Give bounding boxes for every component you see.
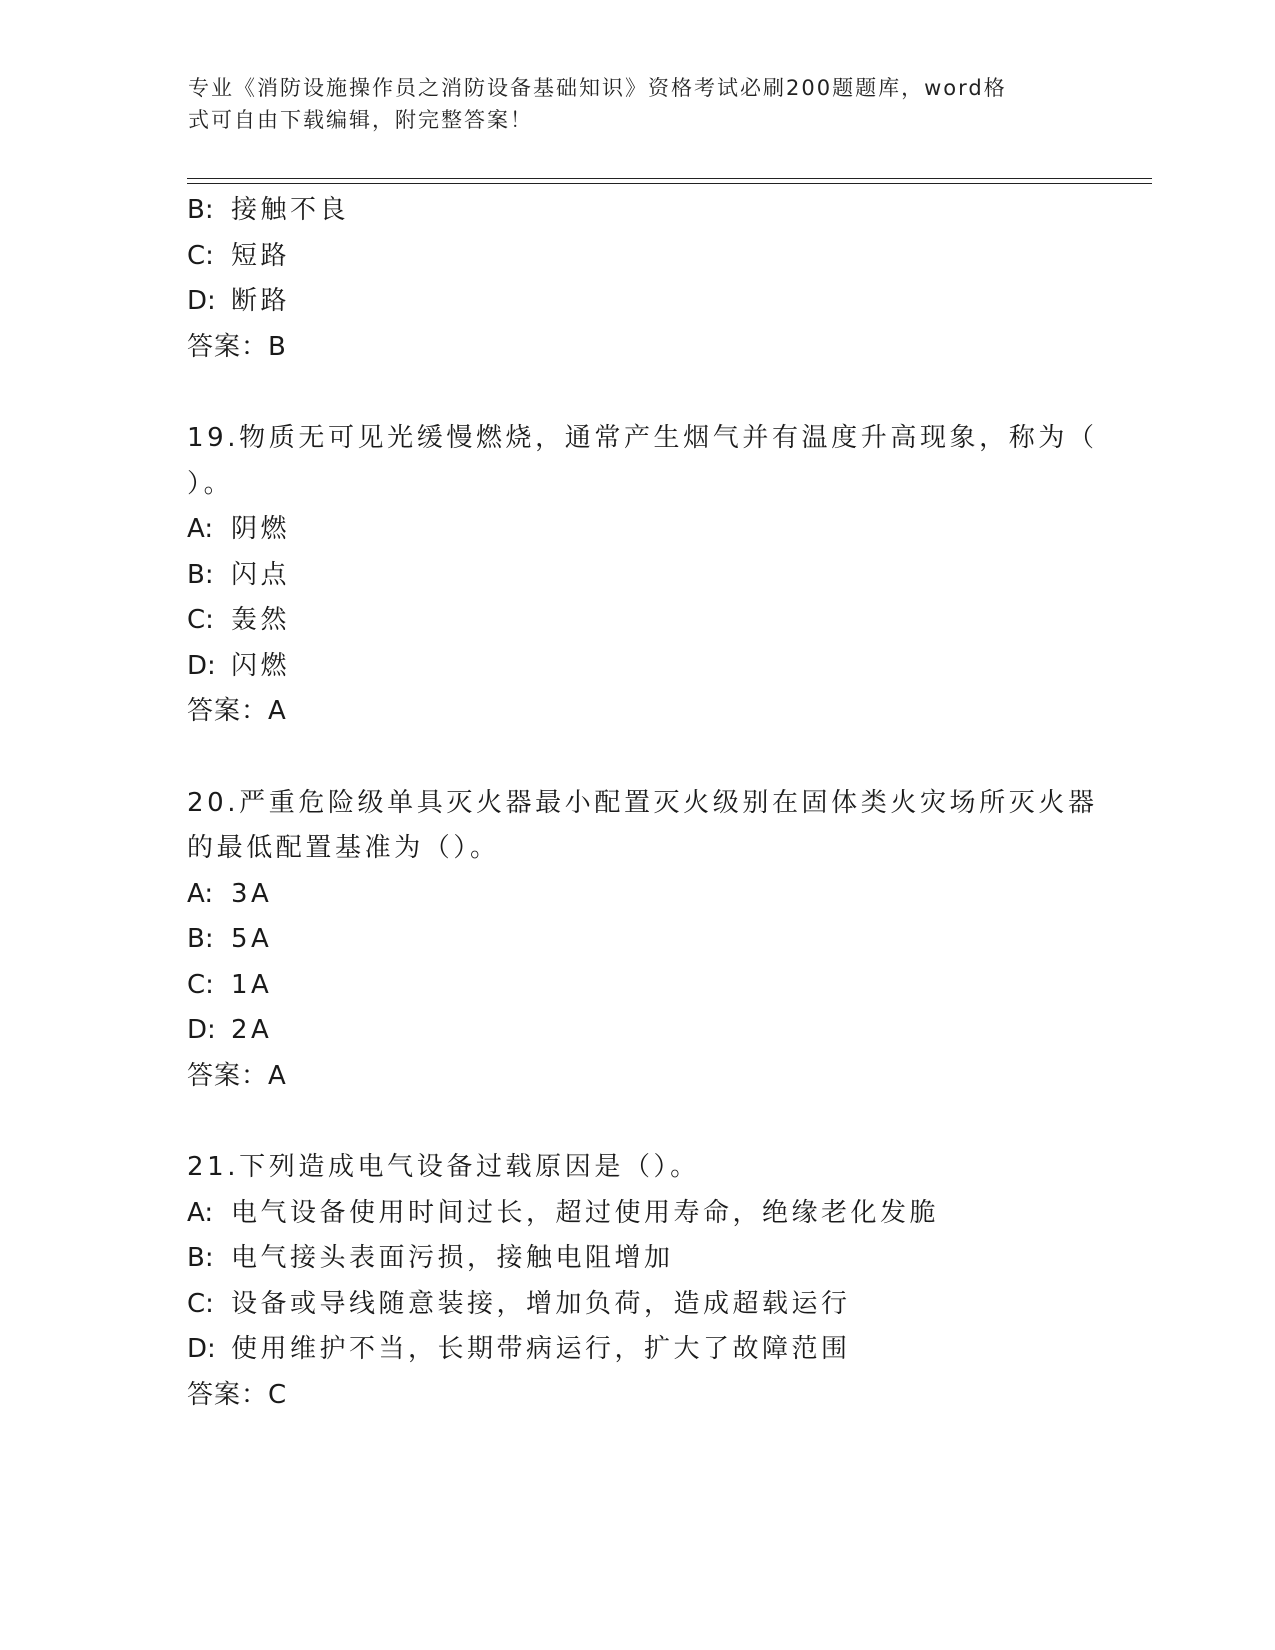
option-key: C: [187, 1288, 214, 1319]
question-text-line-2: ）。 [187, 468, 234, 499]
option-key: B: [187, 559, 214, 590]
option-key: C: [187, 605, 214, 635]
option-text: 5A [231, 924, 273, 954]
option-b [187, 188, 1087, 234]
question-list [187, 188, 1098, 1418]
option-text: 电气接头表面污损，接触电阻增加 [231, 1243, 674, 1273]
option-text: 闪燃 [231, 650, 291, 681]
option-key: C: [187, 240, 214, 271]
header-line-1: 专业《消防设施操作员之消防设备基础知识》资格考试必刷200题题库，word格 [188, 76, 1007, 100]
header-divider-bottom [187, 183, 1152, 184]
option-key: B: [187, 195, 214, 225]
header-line-2: 式可自由下载编辑，附完整答案！ [188, 108, 533, 132]
question-19 [187, 416, 1098, 735]
option-d [187, 1327, 1087, 1373]
option-text: 接触不良 [231, 195, 350, 225]
option-key: D: [187, 1334, 216, 1364]
option-text: 电气设备使用时间过长，超过使用寿命，绝缘老化发脆 [231, 1197, 940, 1228]
option-d [187, 644, 1087, 690]
option-text: 使用维护不当，长期带病运行，扩大了故障范围 [231, 1334, 851, 1364]
option-text: 3A [231, 878, 273, 909]
option-a [187, 1191, 1087, 1237]
answer-line: 答案：A [187, 1060, 287, 1091]
question-text-line-2: 的最低配置基准为（）。 [187, 833, 500, 863]
option-d [187, 1008, 1087, 1054]
option-key: B: [187, 1243, 214, 1273]
option-b [187, 917, 1087, 963]
option-text: 短路 [231, 240, 291, 271]
option-key: D: [187, 286, 216, 316]
option-key: A: [187, 1197, 214, 1228]
question-21 [187, 1145, 1087, 1418]
answer-line: 答案：A [187, 696, 287, 726]
question-20 [187, 781, 1098, 1100]
option-text: 设备或导线随意装接，增加负荷，造成超载运行 [231, 1288, 851, 1319]
option-key: A: [187, 514, 214, 544]
option-c [187, 234, 1087, 280]
option-key: D: [187, 1015, 216, 1045]
question-18-continued [187, 188, 1087, 370]
option-text: 断路 [231, 286, 291, 316]
document-header [188, 72, 1068, 136]
option-text: 阴燃 [231, 514, 291, 544]
option-a [187, 872, 1087, 918]
option-a [187, 507, 1087, 553]
option-b [187, 1236, 1087, 1282]
answer-line: 答案：B [187, 331, 287, 362]
option-key: C: [187, 969, 214, 1000]
option-key: B: [187, 924, 214, 954]
option-text: 2A [231, 1015, 273, 1045]
question-text-line-1: 21.下列造成电气设备过载原因是（）。 [187, 1152, 700, 1182]
option-text: 闪点 [231, 559, 291, 590]
answer-line: 答案：C [187, 1379, 288, 1410]
option-text: 轰然 [231, 605, 291, 635]
option-key: D: [187, 650, 216, 681]
option-b [187, 553, 1087, 599]
option-text: 1A [231, 969, 273, 1000]
option-c [187, 963, 1087, 1009]
question-text-line-1: 20.严重危险级单具灭火器最小配置灭火级别在固体类火灾场所灭火器 [187, 787, 1098, 818]
header-divider-top [187, 178, 1152, 179]
option-c [187, 1282, 1087, 1328]
option-d [187, 279, 1087, 325]
option-c [187, 598, 1087, 644]
question-text-line-1: 19.物质无可见光缓慢燃烧，通常产生烟气并有温度升高现象，称为（ [187, 423, 1098, 453]
option-key: A: [187, 878, 214, 909]
